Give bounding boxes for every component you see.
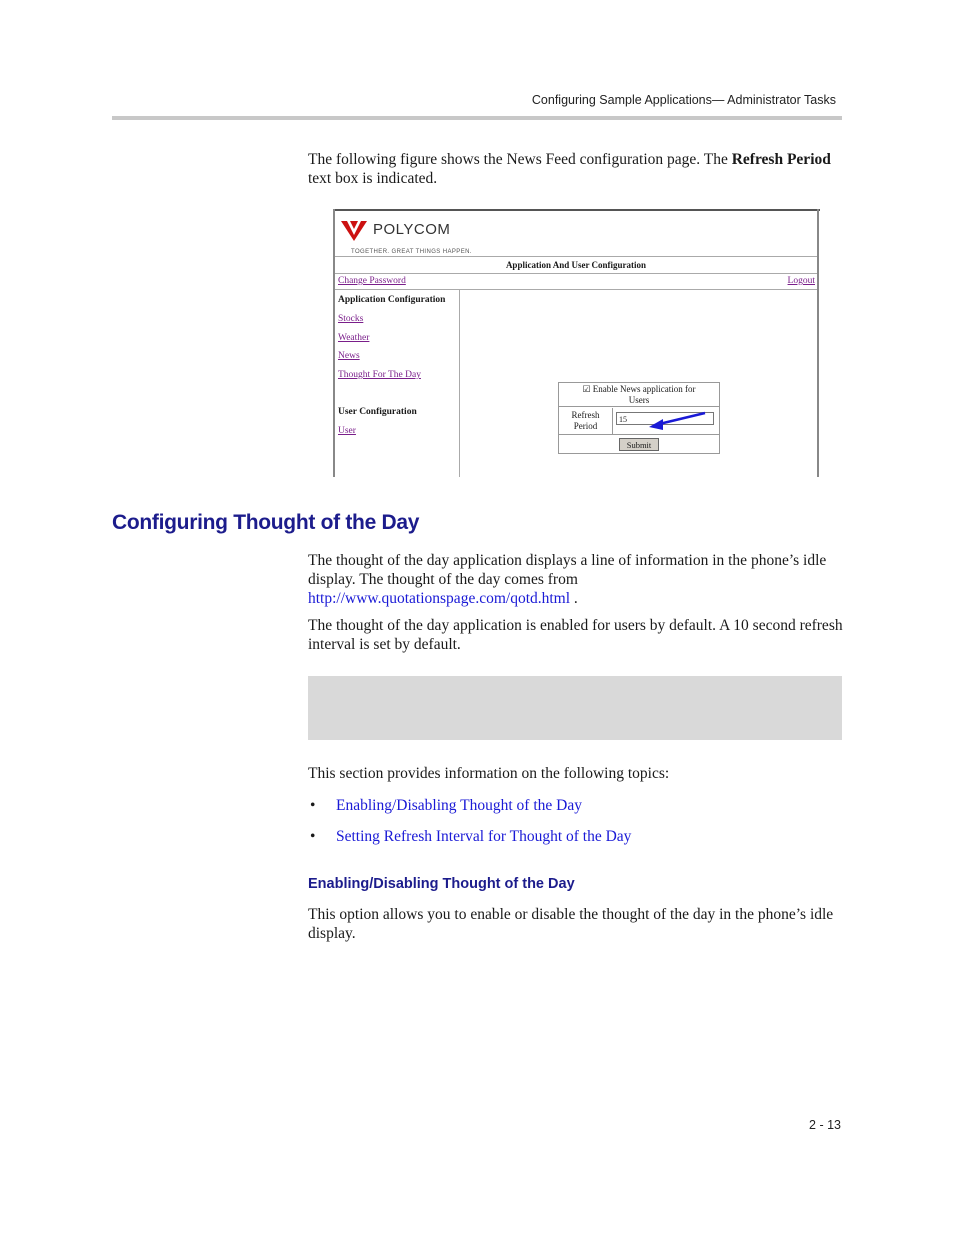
- news-feed-screenshot: [333, 209, 820, 477]
- quotation-link[interactable]: http://www.quotationspage.com/qotd.html: [308, 590, 571, 607]
- topic-link-refresh[interactable]: Setting Refresh Interval for Thought of the Day: [336, 828, 632, 845]
- submit-button[interactable]: Submit: [619, 438, 659, 451]
- intro-text-a: The following figure shows the News Feed configuration page. The: [308, 151, 732, 168]
- paragraph-topics: This section provides information on the following topics:: [308, 765, 670, 782]
- section-heading: Configuring Thought of the Day: [112, 511, 420, 534]
- para1-text-end: .: [570, 590, 578, 607]
- paragraph-description: [308, 551, 848, 608]
- intro-text-b: text box is indicated.: [308, 170, 438, 187]
- sidebar-item-stocks[interactable]: Stocks: [338, 314, 364, 324]
- paragraph-defaults: The thought of the day application is enabled for users by default. A 10 second refresh interval is set by default.: [308, 617, 843, 653]
- subsection-heading: Enabling/Disabling Thought of the Day: [308, 876, 575, 892]
- sidebar-item-weather[interactable]: Weather: [338, 333, 370, 343]
- figure-sidebar: [335, 290, 460, 477]
- logout-link[interactable]: Logout: [787, 276, 815, 286]
- figure-border: [333, 209, 820, 211]
- paragraph-option: This option allows you to enable or disable the thought of the day in the phone’s idle display.: [308, 906, 834, 942]
- topic-link-enabling[interactable]: Enabling/Disabling Thought of the Day: [336, 797, 582, 814]
- user-config-heading: User Configuration: [338, 407, 417, 417]
- sidebar-item-thought[interactable]: Thought For The Day: [338, 370, 421, 380]
- bullet-icon: •: [310, 797, 316, 814]
- refresh-label-line1: Refresh: [571, 410, 600, 420]
- sidebar-item-user[interactable]: User: [338, 426, 356, 436]
- enable-checkbox-label-2: Users: [628, 395, 650, 405]
- polycom-logo-icon: [341, 219, 367, 241]
- sidebar-item-news[interactable]: News: [338, 351, 360, 361]
- figure-border: [817, 209, 819, 477]
- intro-paragraph: [308, 150, 843, 188]
- running-header: Configuring Sample Applications— Administrator Tasks: [531, 93, 836, 107]
- indicator-arrow-icon: [559, 383, 719, 453]
- logo-tagline: TOGETHER. GREAT THINGS HAPPEN.: [351, 249, 472, 255]
- page-number: 2 - 13: [809, 1118, 841, 1132]
- app-config-heading: Application Configuration: [338, 295, 446, 305]
- header-rule: [112, 116, 842, 120]
- refresh-label-line2: Period: [573, 421, 598, 431]
- intro-bold: Refresh Period: [731, 151, 831, 168]
- news-config-form: [558, 382, 720, 454]
- logo-text: POLYCOM: [373, 221, 451, 238]
- bullet-icon: •: [310, 828, 316, 845]
- change-password-link[interactable]: Change Password: [338, 276, 406, 286]
- figure-links-bar: [335, 273, 817, 290]
- refresh-period-input[interactable]: 15: [616, 412, 714, 425]
- note-box: [308, 676, 842, 740]
- figure-page-title: Application And User Configuration: [335, 256, 817, 274]
- enable-checkbox-label: ☑ Enable News application for: [582, 384, 696, 394]
- para1-text: The thought of the day application displays a line of information in the phone’s idle display. The thought of the day comes from: [308, 552, 827, 588]
